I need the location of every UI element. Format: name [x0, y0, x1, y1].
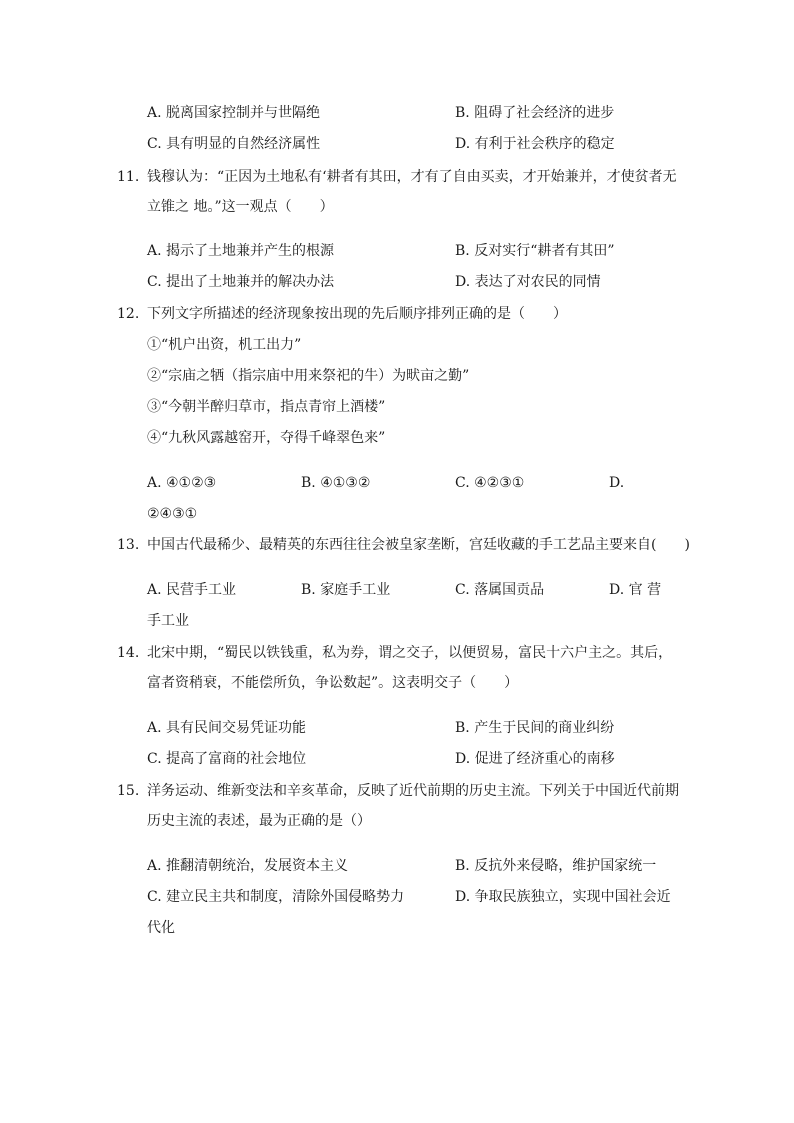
option-d: D. 有利于社会秩序的稳定 [455, 136, 615, 152]
question-stem-line1: 钱穆认为：“正因为土地私有‘耕者有其田，才有了自由买卖，才开始兼并，才使贫者无 [147, 169, 677, 185]
option-d: D. 争取民族独立，实现中国社会近 [455, 889, 671, 905]
option-c: C. 落属国贡品 [455, 582, 545, 598]
option-c: C. 具有明显的自然经济属性 [147, 136, 321, 152]
option-c: C. ④②③① [455, 475, 525, 491]
statement-item: ②“宗庙之牺（指宗庙中用来祭祀的牛）为畎亩之勤” [147, 368, 470, 384]
option-b: B. 家庭手工业 [301, 582, 391, 598]
option-d-wrap: 代化 [147, 920, 175, 936]
option-a: A. 民营手工业 [147, 582, 237, 598]
question-number: 12. [117, 306, 140, 322]
question-number: 14. [117, 645, 140, 661]
question-stem-line2: 历史主流的表述，最为正确的是（） [147, 813, 371, 829]
option-a: A. 具有民间交易凭证功能 [147, 720, 307, 736]
statement-item: ①“机户出资，机工出力” [147, 337, 302, 353]
option-a: A. 推翻清朝统治，发展资本主义 [147, 858, 349, 874]
option-c: C. 提高了富商的社会地位 [147, 751, 307, 767]
question-stem-line2: 立锥之 地。”这一观点（ ） [147, 199, 334, 215]
option-a: A. 脱离国家控制并与世隔绝 [147, 105, 321, 121]
option-d: D. 促进了经济重心的南移 [455, 751, 615, 767]
question-number: 15. [117, 783, 140, 799]
option-b: B. 产生于民间的商业纠纷 [455, 720, 615, 736]
option-c: C. 提出了土地兼并的解决办法 [147, 274, 335, 290]
option-c: C. 建立民主共和制度，清除外国侵略势力 [147, 889, 405, 905]
question-stem: 中国古代最稀少、最精英的东西往往会被皇家垄断，宫廷收藏的手工艺品主要来自( ) [147, 537, 690, 553]
option-a: A. ④①②③ [147, 475, 217, 491]
question-stem: 下列文字所描述的经济现象按出现的先后顺序排列正确的是（ ） [147, 306, 567, 322]
question-number: 13. [117, 537, 140, 553]
question-stem-line1: 洋务运动、维新变法和辛亥革命，反映了近代前期的历史主流。下列关于中国近代前期 [147, 783, 679, 799]
question-number: 11. [117, 169, 140, 185]
statement-item: ③“今朝半醉归草市，指点青帘上酒楼” [147, 399, 386, 415]
option-b: B. 反抗外来侵略，维护国家统一 [455, 858, 657, 874]
option-a: A. 揭示了土地兼并产生的根源 [147, 243, 335, 259]
option-b: B. 阻碍了社会经济的进步 [455, 105, 615, 121]
option-d: D. 官 营 [609, 582, 662, 598]
question-stem-line1: 北宋中期，“蜀民以铁钱重，私为券，谓之交子，以便贸易，富民十六户主之。其后， [147, 645, 673, 661]
statement-item: ④“九秋风露越窑开，夺得千峰翠色来” [147, 430, 386, 446]
option-d: D. 表达了对农民的同情 [455, 274, 601, 290]
option-b: B. ④①③② [301, 475, 371, 491]
option-d-wrap: ②④③① [147, 506, 198, 522]
question-stem-line2: 富者资稍衰，不能偿所负，争讼数起”。这表明交子（ ） [147, 675, 519, 691]
option-d-wrap: 手工业 [147, 613, 189, 629]
option-b: B. 反对实行“耕者有其田” [455, 243, 615, 259]
option-d: D. [609, 475, 625, 491]
